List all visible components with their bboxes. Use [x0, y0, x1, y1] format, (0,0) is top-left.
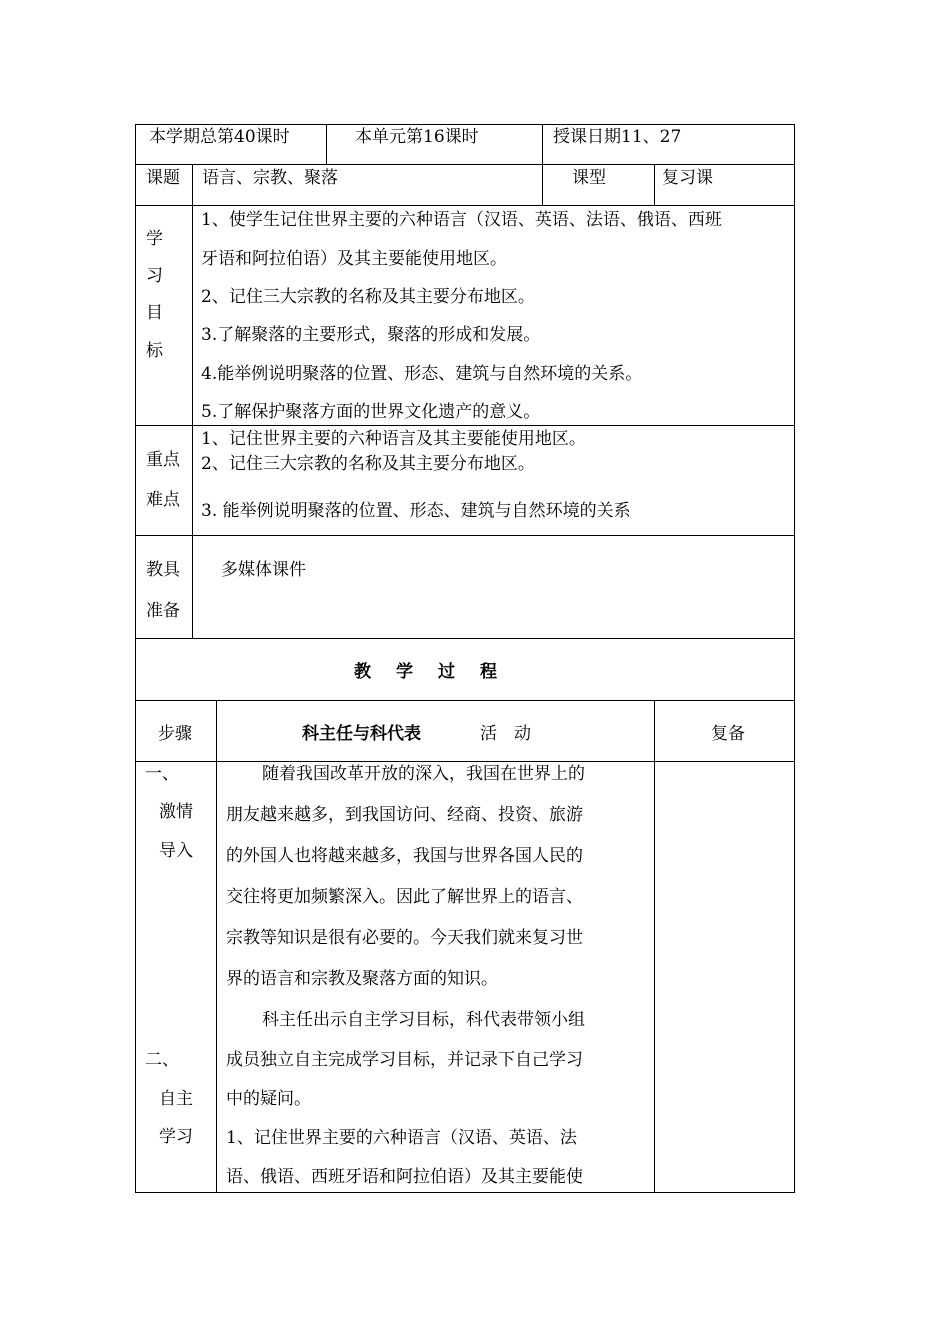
step-number: 二、: [145, 1050, 179, 1070]
objective-line: 4.能举例说明聚落的位置、形态、建筑与自然环境的关系。: [201, 364, 643, 384]
column-activity-header-suffix: 活 动: [480, 724, 531, 744]
column-prep-header: 复备: [711, 724, 745, 744]
step-name: 自主: [159, 1089, 193, 1109]
process-title: 教 学 过 程: [354, 662, 501, 682]
activity-line: 科主任出示自主学习目标，科代表带领小组: [262, 1010, 585, 1030]
key-point-line: 1、记住世界主要的六种语言及其主要能使用地区。: [201, 429, 586, 449]
lesson-date: 授课日期11、27: [553, 127, 682, 147]
total-lesson-count: 本学期总第40课时: [149, 127, 290, 147]
activity-line: 语、俄语、西班牙语和阿拉伯语）及其主要能使: [226, 1167, 583, 1187]
objective-line: 牙语和阿拉伯语）及其主要能使用地区。: [201, 249, 507, 269]
objectives-label-char: 标: [146, 341, 163, 361]
activity-line: 交往将更加频繁深入。因此了解世界上的语言、: [226, 887, 583, 907]
activity-line: 成员独立自主完成学习目标，并记录下自己学习: [226, 1050, 583, 1070]
step-name: 导入: [159, 841, 193, 861]
objectives-label-char: 学: [146, 229, 163, 249]
step-name: 学习: [159, 1127, 193, 1147]
key-point-line: 3. 能举例说明聚落的位置、形态、建筑与自然环境的关系: [201, 501, 631, 521]
unit-lesson-count: 本单元第16课时: [355, 127, 479, 147]
key-points-label: 重点: [146, 450, 180, 470]
activity-line: 中的疑问。: [226, 1089, 311, 1109]
activity-line: 朋友越来越多，到我国访问、经商、投资、旅游: [226, 805, 583, 825]
topic-value: 语言、宗教、聚落: [202, 168, 338, 188]
key-points-label: 难点: [146, 490, 180, 510]
lesson-type-label: 课型: [572, 168, 606, 188]
tools-label: 教具: [146, 560, 180, 580]
step-name: 激情: [159, 802, 193, 822]
objective-line: 5.了解保护聚落方面的世界文化遗产的意义。: [201, 402, 541, 422]
objectives-label-char: 习: [146, 266, 163, 286]
activity-line: 宗教等知识是很有必要的。今天我们就来复习世: [226, 928, 583, 948]
lesson-type-value: 复习课: [662, 168, 713, 188]
step-number: 一、: [145, 764, 179, 784]
key-point-line: 2、记住三大宗教的名称及其主要分布地区。: [201, 454, 535, 474]
activity-line: 1、记住世界主要的六种语言（汉语、英语、法: [226, 1128, 577, 1148]
activity-line: 的外国人也将越来越多，我国与世界各国人民的: [226, 846, 583, 866]
column-step-header: 步骤: [158, 724, 192, 744]
objective-line: 2、记住三大宗教的名称及其主要分布地区。: [201, 287, 535, 307]
activity-line: 随着我国改革开放的深入，我国在世界上的: [262, 764, 585, 784]
tools-label: 准备: [146, 601, 180, 621]
objective-line: 1、使学生记住世界主要的六种语言（汉语、英语、法语、俄语、西班: [201, 210, 722, 230]
objective-line: 3.了解聚落的主要形式，聚落的形成和发展。: [201, 325, 541, 345]
column-activity-header: 科主任与科代表: [302, 724, 421, 744]
tools-value: 多媒体课件: [221, 560, 306, 580]
activity-line: 界的语言和宗教及聚落方面的知识。: [226, 969, 498, 989]
objectives-label-char: 目: [146, 303, 163, 323]
topic-label: 课题: [146, 168, 180, 188]
